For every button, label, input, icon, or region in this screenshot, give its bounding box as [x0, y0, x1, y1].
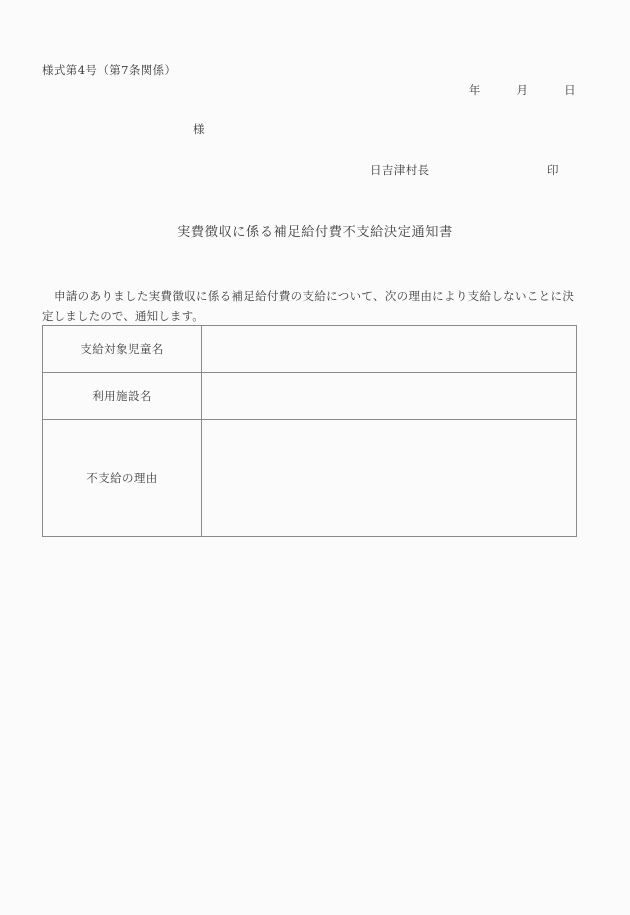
row-label-facility-name: 利用施設名 [43, 373, 202, 420]
table-row [43, 326, 577, 373]
table-row [43, 420, 577, 537]
seal-mark: 印 [547, 163, 559, 177]
page-title: 実費徴収に係る補足給付費不支給決定通知書 [177, 225, 453, 240]
body-paragraph: 申請のありました実費徴収に係る補足給付費の支給について、次の理由により支給しないことに決定しましたので、通知します。 [42, 289, 574, 323]
row-value-denial-reason[interactable] [202, 420, 577, 537]
row-label-child-name: 支給対象児童名 [43, 326, 202, 373]
table-row [43, 373, 577, 420]
row-value-facility-name[interactable] [202, 373, 577, 420]
row-label-denial-reason: 不支給の理由 [43, 420, 202, 537]
form-number: 様式第4号（第7条関係） [42, 63, 177, 77]
addressee-line: 様 [193, 122, 205, 136]
row-value-child-name[interactable] [202, 326, 577, 373]
issuer-title: 日吉津村長 [370, 163, 430, 177]
form-table [42, 325, 577, 537]
date-line: 年 月 日 [468, 83, 576, 97]
